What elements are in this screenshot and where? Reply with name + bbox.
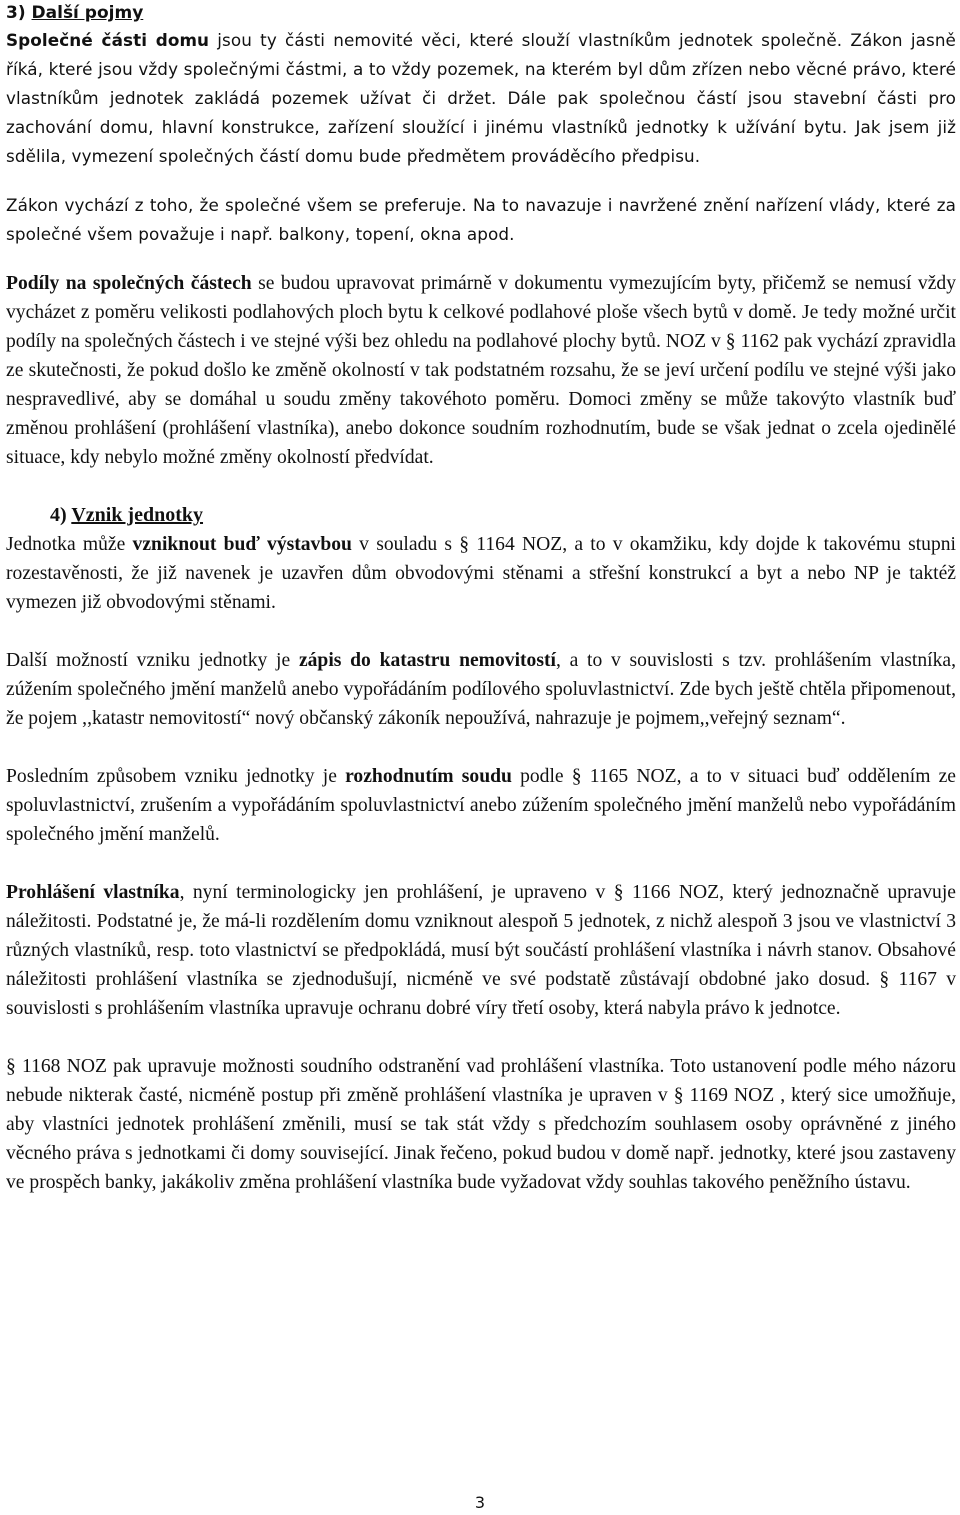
section-3-heading <box>6 0 956 26</box>
section-3-paragraph-2: Zákon vychází z toho, že společné všem se preferuje. Na to navazuje i navržené znění nařízení vlády, které za společné všem považuje i např. balkony, topení, okna apod. <box>6 195 956 244</box>
section-4-paragraph-3-text-b: podle § 1165 NOZ, a to v situaci buď oddělením ze spoluvlastnictví, zrušením a vypořádáním spoluvlastnictví anebo zúžením společného jmění manželů nebo vypořádáním společného jmění manželů. <box>6 766 957 845</box>
section-4-number: 4) <box>50 504 67 526</box>
term-cadastre-entry: zápis do katastru nemovitostí <box>298 650 556 671</box>
section-4-paragraph-3-text-a: Posledním způsobem vzniku jednotky je <box>6 766 346 787</box>
section-4-paragraph-1-text-b: v souladu s § 1164 NOZ, a to v okamžiku, kdy dojde k takovému stupni rozestavěnosti, že již navenek je uzavřen dům obvodovými stěnami a střešní konstrukcí a byt a nebo NP je taktéž vymezen již obvodovými stěnami. <box>6 534 956 613</box>
section-4-paragraph-1 <box>6 530 956 617</box>
page-number: 3 <box>474 1493 486 1512</box>
section-3-paragraph-3 <box>6 269 956 472</box>
section-4-paragraph-3 <box>6 762 956 849</box>
section-4-paragraph-5: § 1168 NOZ pak upravuje možnosti soudního odstranění vad prohlášení vlastníka. Toto ustanovení podle mého názoru nebude nikterak časté, nicméně postup při změně prohlášení vlastníka je upraven v § 1169 NOZ , který sice umožňuje, aby vlastníci jednotek prohlášení změnili, musí se tak stát vždy s předchozím souhlasem osoby oprávněné z jiného věcného práva s jednotkami či domy související. Jinak řečeno, pokud budou v domě např. jednotky, které jsou zastaveny ve prospěch banky, jakákoliv změna prohlášení vlastníka bude vyžadovat vždy souhlas takového peněžního ústavu. <box>6 1056 956 1193</box>
term-shares-in-common-parts: Podíly na společných částech <box>6 273 252 294</box>
term-construction: vzniknout buď výstavbou <box>132 534 352 555</box>
section-4-paragraph-2-text-b: , a to v souvislosti s tzv. prohlášením vlastníka, zúžením společného jmění manželů anebo vypořádáním podílového spoluvlastnictví. Zde bych ještě chtěla připomenout, že pojem ,,katastr nemovitostí“ nový občanský zákoník nepoužívá, nahrazuje je pojmem,,veřejný seznam“. <box>6 650 956 729</box>
document-page <box>6 0 956 1197</box>
section-4-title: Vznik jednotky <box>71 504 204 526</box>
term-court-decision: rozhodnutím soudu <box>345 766 512 787</box>
section-4-paragraph-2-text-a: Další možností vzniku jednotky je <box>6 650 299 671</box>
section-4-paragraph-2 <box>6 646 956 733</box>
section-4-paragraph-1-text-a: Jednotka může <box>6 534 133 555</box>
section-3-paragraph-3-text: se budou upravovat primárně v dokumentu vymezujícím byty, přičemž se nemusí vždy vycházet z poměru velikosti podlahových ploch bytu k celkové podlahové ploše všech bytů v domě. Je tedy možné určit podíly na společných částech i ve stejné výši bez ohledu na podlahové plochy bytů. NOZ v § 1162 pak vychází zpravidla ze skutečnosti, že pokud došlo ke změně okolností v tak podstatném rozsahu, že se jeví určení podílu ve stejné výši jako nespravedlivé, aby se domáhal u soudu změny takovéhoto poměru. Domoci změny se může takovýto vlastník buď změnou prohlášení (prohlášení vlastníka), anebo dokonce soudním rozhodnutím, bude se však jednat o zcela ojedinělé situace, kdy nebylo možné změny okolností předvídat. <box>6 273 956 468</box>
term-owner-declaration: Prohlášení vlastníka <box>6 882 180 903</box>
section-3-title: Další pojmy <box>31 3 144 23</box>
section-4-paragraph-4-text: , nyní terminologicky jen prohlášení, je upraveno v § 1166 NOZ, který jednoznačně upravuje náležitosti. Podstatné je, že má-li rozdělením domu vzniknout alespoň 5 jednotek, z nichž alespoň 3 jsou ve vlastnictví 3 různých vlastníků, resp. toto vlastnictví se předpokládá, musí být součástí prohlášení vlastníka i návrh stanov. Obsahové náležitosti prohlášení vlastníka se zjednodušují, nicméně ve své podstatě zůstávají obdobné jako dosud. § 1167 v souvislosti s prohlášením vlastníka upravuje ochranu dobré víry třetí osoby, která nabyla právo k jednotce. <box>6 882 956 1019</box>
section-3-number: 3) <box>6 3 26 23</box>
term-common-parts: Společné části domu <box>6 30 210 50</box>
section-4-paragraph-4 <box>6 878 956 1023</box>
section-4-heading <box>50 501 956 530</box>
section-3-paragraph-1-text: jsou ty části nemovité věci, které slouží vlastníkům jednotek společně. Zákon jasně říká, které jsou vždy společnými částmi, a to vždy pozemek, na kterém byl dům zřízen nebo věcné právo, které vlastníkům jednotek zakládá pozemek užívat či držet. Dále pak společnou částí jsou stavební části pro zachování domu, hlavní konstrukce, zařízení sloužící i jinému vlastníků jednotky k užívání bytu. Jak jsem již sdělila, vymezení společných částí domu bude předmětem prováděcího předpisu. <box>6 30 956 166</box>
section-3-paragraph-1 <box>6 26 956 171</box>
